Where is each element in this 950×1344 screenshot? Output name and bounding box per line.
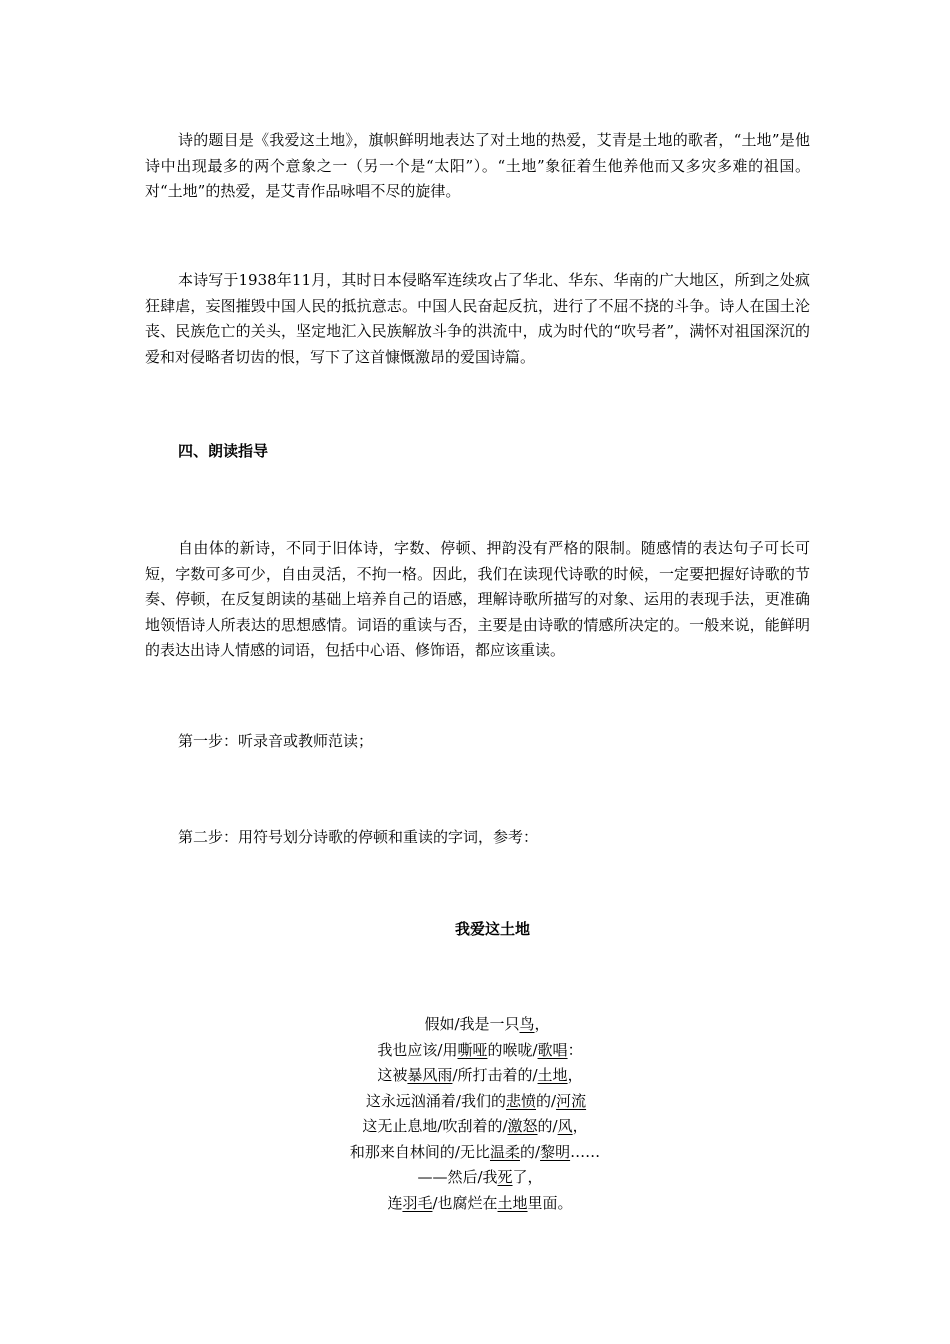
- poem-text: 的/: [520, 1142, 541, 1161]
- stressed-word: 温柔: [489, 1142, 520, 1161]
- poem-line: [0, 1012, 950, 1038]
- poem-text: ，: [567, 1066, 583, 1084]
- stressed-word: 激怒: [507, 1117, 538, 1135]
- stressed-word: 羽毛: [402, 1193, 433, 1212]
- poem-text: 连: [387, 1193, 403, 1212]
- poem-line: [0, 1089, 950, 1115]
- stressed-word: 悲愤: [505, 1091, 536, 1110]
- poem-line: [0, 1038, 950, 1064]
- paragraph-reading-guide: 自由体的新诗，不同于旧体诗，字数、停顿、押韵没有严格的限制。随感情的表达句子可长可短，字数可多可少，自由灵活，不拘一格。因此，我们在读现代诗歌的时候，一定要把握好诗歌的节奏、停顿，在反复朗读的基础上培养自己的语感，理解诗歌所描写的对象、运用的表现手法，更准确地领悟诗人所表达的思想感情。词语的重读与否，主要是由诗歌的情感所决定的。一般来说，能鲜明的表达出诗人情感的词语，包括中心语、修饰语，都应该重读。: [145, 539, 810, 659]
- poem-line: [0, 1191, 950, 1217]
- stressed-word: 死: [497, 1168, 513, 1186]
- poem-text: 里面。: [527, 1193, 573, 1212]
- stressed-word: 鸟: [519, 1015, 535, 1033]
- poem-text: ，: [534, 1015, 550, 1033]
- poem-line: [0, 1165, 950, 1191]
- stressed-word: 河流: [556, 1091, 587, 1110]
- stressed-word: 土地: [537, 1066, 568, 1084]
- stressed-word: 土地: [497, 1193, 528, 1212]
- paragraph-background: 本诗写于1938年11月，其时日本侵略军连续攻占了华北、华东、华南的广大地区，所到之处疯狂肆虐，妄图摧毁中国人民的抵抗意志。中国人民奋起反抗，进行了不屈不挠的斗争。诗人在国土沦丧、民族危亡的关头，坚定地汇入民族解放斗争的洪流中，成为时代的“吹号者”，满怀对祖国深沉的爱和对侵略者切齿的恨，写下了这首慷慨激昂的爱国诗篇。: [145, 271, 810, 366]
- poem-text: ——然后/我: [417, 1168, 498, 1186]
- poem-text: 和那来自林间的/无比: [349, 1142, 490, 1161]
- poem-text: ，: [572, 1117, 588, 1135]
- stressed-word: 嘶哑: [457, 1040, 488, 1059]
- paragraph-title-meaning: 诗的题目是《我爱这土地》，旗帜鲜明地表达了对土地的热爱，艾青是土地的歌者，“土地”是他诗中出现最多的两个意象之一（另一个是“太阳”）。“土地”象征着生他养他而又多灾多难的祖国。对“土地”的热爱，是艾青作品咏唱不尽的旋律。: [145, 131, 810, 200]
- poem-text: 这永远汹涌着/我们的: [365, 1091, 506, 1110]
- poem-text: ……: [570, 1142, 601, 1161]
- stressed-word: 歌唱: [537, 1040, 568, 1059]
- poem-text: ：: [567, 1040, 583, 1059]
- poem-text: 的/: [536, 1091, 557, 1110]
- poem-title: 我爱这土地: [454, 920, 530, 938]
- stressed-word: 黎明: [540, 1142, 571, 1161]
- poem-text: 了，: [512, 1168, 543, 1186]
- stressed-word: 暴风雨: [407, 1066, 453, 1084]
- step-one: 第一步：听录音或教师范读；: [178, 732, 374, 750]
- section-heading: 四、朗读指导: [178, 442, 269, 460]
- poem-text: /也腐烂在: [432, 1193, 498, 1212]
- poem-text: /所打击着的/: [452, 1066, 538, 1084]
- poem-line: [0, 1114, 950, 1140]
- poem-body: [0, 1012, 950, 1216]
- poem-line: [0, 1063, 950, 1089]
- poem-text: 假如/我是一只: [424, 1015, 520, 1033]
- poem-text: 我也应该/用: [377, 1040, 458, 1059]
- step-two: 第二步：用符号划分诗歌的停顿和重读的字词，参考：: [178, 828, 539, 846]
- poem-text: 的喉咙/: [487, 1040, 538, 1059]
- poem-text: 这被: [377, 1066, 408, 1084]
- poem-line: [0, 1140, 950, 1166]
- poem-text: 这无止息地/吹刮着的/: [362, 1117, 508, 1135]
- stressed-word: 风: [557, 1117, 573, 1135]
- poem-text: 的/: [537, 1117, 558, 1135]
